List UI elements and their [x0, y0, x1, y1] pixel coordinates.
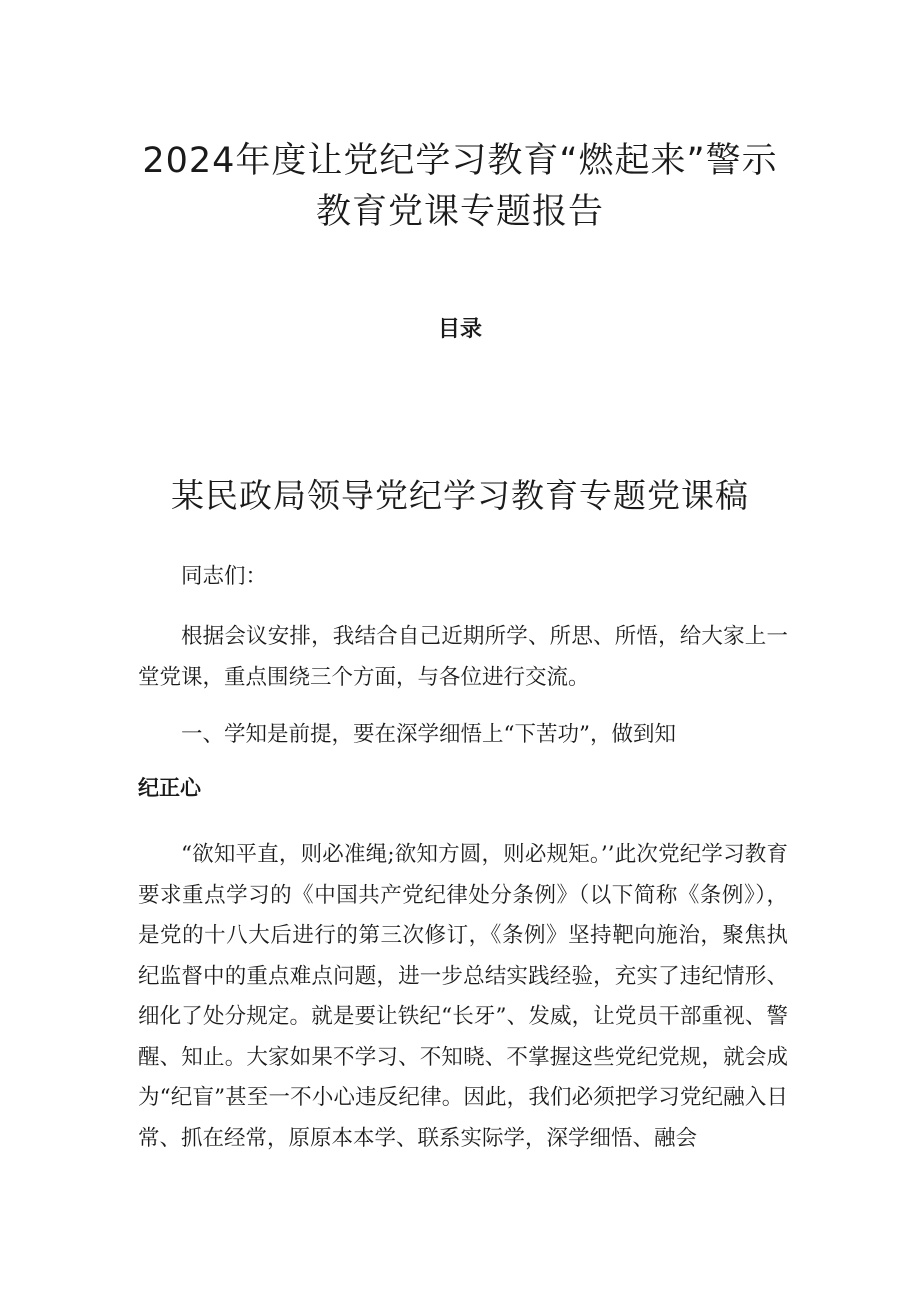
greeting: 同志们： — [181, 564, 268, 589]
paragraph-intro: 根据会议安排，我结合自己近期所学、所思、所悟，给大家上一堂党课，重点围绕三个方面，与各位进行交流。 — [138, 624, 788, 690]
toc-heading: 目录 — [437, 317, 482, 342]
section-heading-1-continued: 纪正心 — [138, 776, 201, 800]
speech-title: 某民政局领导党纪学习教育专题党课稿 — [171, 476, 749, 515]
paragraph-body: “欲知平直，则必准绳;欲知方圆，则必规矩。’’此次党纪学习教育要求重点学习的《中国共产党纪律处分条例》（以下简称《条例》），是党的十八大后进行的第三次修订，《条例》坚持靶向施治，聚焦执纪监督中的重点难点问题，进一步总结实践经验，充实了违纪情形、细化了处分规定。就是要让铁纪“长牙”、发威，让党员干部重视、警醒、知止。大家如果不学习、不知晓、不掌握这些党纪党规，就会成为“纪盲”甚至一不小心违反纪律。因此，我们必须把学习党纪融入日常、抓在经常，原原本本学、联系实际学，深学细悟、融会 — [138, 842, 788, 1151]
document-title-line-2: 教育党课专题报告 — [315, 192, 604, 232]
section-heading-1: 一、学知是前提，要在深学细悟上“下苦功”，做到知 — [181, 722, 676, 747]
document-title-line-1: 2024年度让党纪学习教育“燃起来”警示 — [142, 141, 778, 181]
